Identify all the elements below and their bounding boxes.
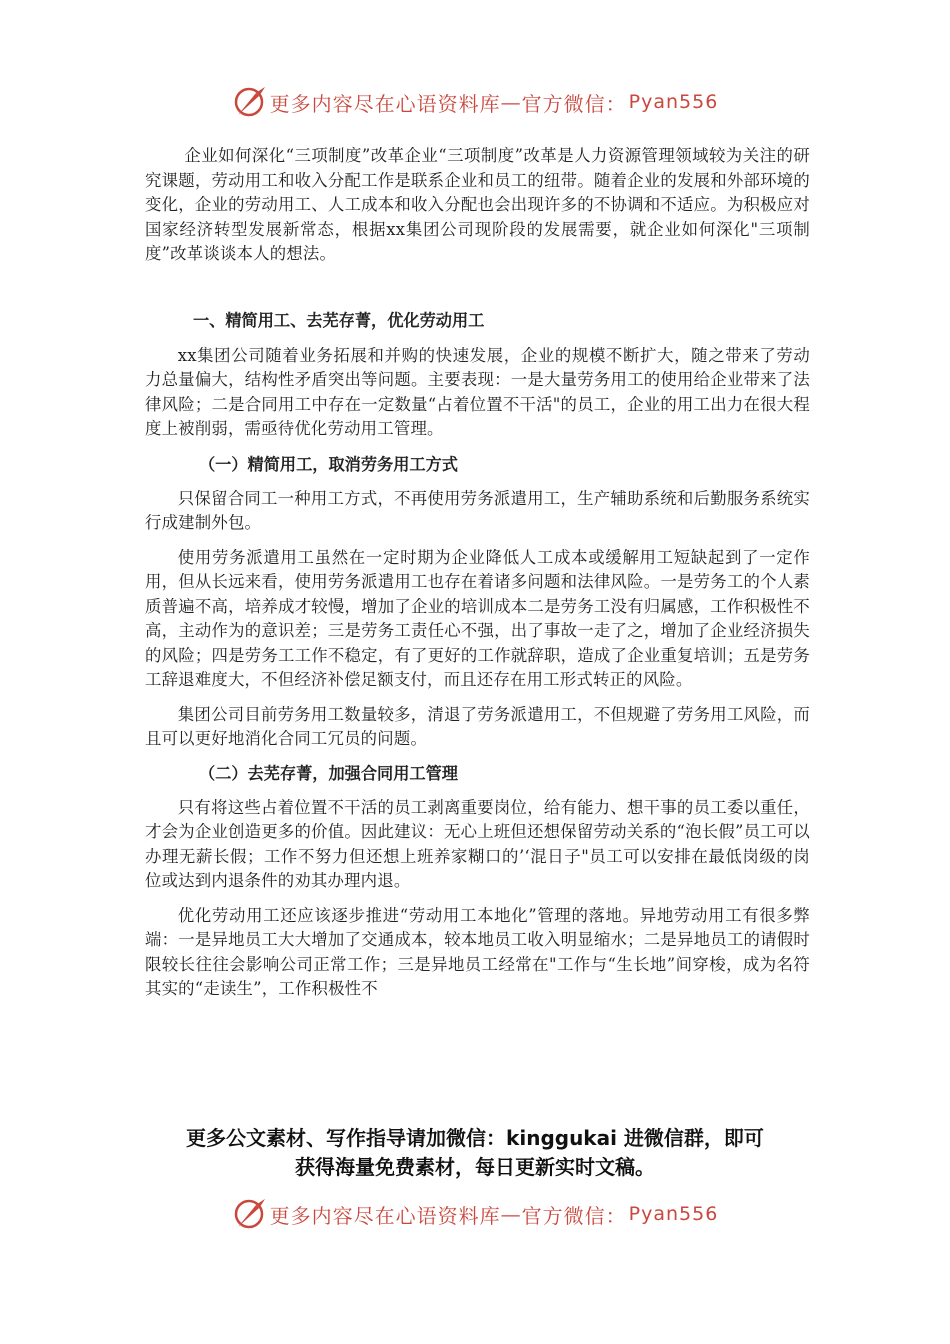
article-body <box>145 144 810 1002</box>
promo-line-2: 获得海量免费素材，每日更新实时文稿。 <box>295 1155 655 1179</box>
intro-paragraph: 企业如何深化“三项制度”改革企业“三项制度”改革是人力资源管理领域较为关注的研究课题，劳动用工和收入分配工作是联系企业和员工的纽带。随着企业的发展和外部环境的变化，企业的劳动用工、人工成本和收入分配也会出现许多的不协调和不适应。为积极应对国家经济转型发展新常态，根据xx集团公司现阶段的发展需要，就企业如何深化"三项制度”改革谈谈本人的想法。 <box>145 146 810 263</box>
subsection-1-paragraph-1: 只保留合同工一种用工方式，不再使用劳务派遣用工，生产辅助系统和后勤服务系统实行成建制外包。 <box>145 488 810 532</box>
section-1-heading: 一、精简用工、去芜存菁，优化劳动用工 <box>193 310 485 330</box>
banner-wechat-id: Pyan556 <box>628 91 719 113</box>
subsection-1-heading: （一）精简用工，取消劳务用工方式 <box>199 454 458 474</box>
footer-site-text: 更多内容尽在心语资料库 <box>269 1203 501 1228</box>
header-banner[interactable] <box>0 82 950 122</box>
subsection-2-paragraph-2: 优化劳动用工还应该逐步推进“劳动用工本地化”管理的落地。异地劳动用工有很多弊端：一是异地员工大大增加了交通成本，较本地员工收入明显缩水；二是异地员工的请假时限较长往往会影响公司正常工作；三是异地员工经常在"工作与“生长地”间穿梭，成为名符其实的“走读生”，工作积极性不 <box>145 905 810 998</box>
footer-dash: — <box>500 1202 522 1226</box>
subsection-2-heading: （二）去芜存菁，加强合同用工管理 <box>199 763 458 783</box>
promo-line-1: 更多公文素材、写作指导请加微信：kinggukai 进微信群，即可 <box>186 1126 764 1150</box>
subsection-1-paragraph-3: 集团公司目前劳务用工数量较多，清退了劳务派遣用工，不但规避了劳务用工风险，而且可以更好地消化合同工冗员的问题。 <box>145 704 810 748</box>
subsection-1-paragraph-2: 使用劳务派遣用工虽然在一定时期为企业降低人工成本或缓解用工短缺起到了一定作用，但从长远来看，使用劳务派遣用工也存在着诸多问题和法律风险。一是劳务工的个人素质普遍不高，培养成才较慢，增加了企业的培训成本二是劳务工没有归属感，工作积极性不高，主动作为的意识差；三是劳务工责任心不强，出了事故一走了之，增加了企业经济损失的风险；四是劳务工工作不稳定，有了更好的工作就辞职，造成了企业重复培训；五是劳务工辞退难度大，不但经济补偿足额支付，而且还存在用工形式转正的风险。 <box>145 547 810 689</box>
banner-wechat-text: 官方微信： <box>521 91 627 116</box>
subsection-2-paragraph-1: 只有将这些占着位置不干活的员工剥离重要岗位，给有能力、想干事的员工委以重任，才会为企业创造更多的价值。因此建议：无心上班但还想保留劳动关系的“泡长假”员工可以办理无薪长假；工作不努力但还想上班养家糊口的’‘混日子"员工可以安排在最低岗级的岗位或达到内退条件的劝其办理内退。 <box>145 797 810 890</box>
footer-wechat-id: Pyan556 <box>628 1203 719 1225</box>
quill-logo-icon <box>232 85 266 119</box>
promo-text <box>150 1124 800 1182</box>
banner-site-text: 更多内容尽在心语资料库 <box>269 91 501 116</box>
footer-wechat-text: 官方微信： <box>521 1203 627 1228</box>
section-1-paragraph: xx集团公司随着业务拓展和并购的快速发展，企业的规模不断扩大，随之带来了劳动力总量偏大，结构性矛盾突出等问题。主要表现：一是大量劳务用工的使用给企业带来了法律风险；二是合同用工中存在一定数量“占着位置不干活"的员工，企业的用工出力在很大程度上被削弱，需亟待优化劳动用工管理。 <box>145 345 810 438</box>
quill-logo-icon <box>232 1197 266 1231</box>
footer-banner[interactable] <box>0 1194 950 1234</box>
banner-dash: — <box>500 90 522 114</box>
